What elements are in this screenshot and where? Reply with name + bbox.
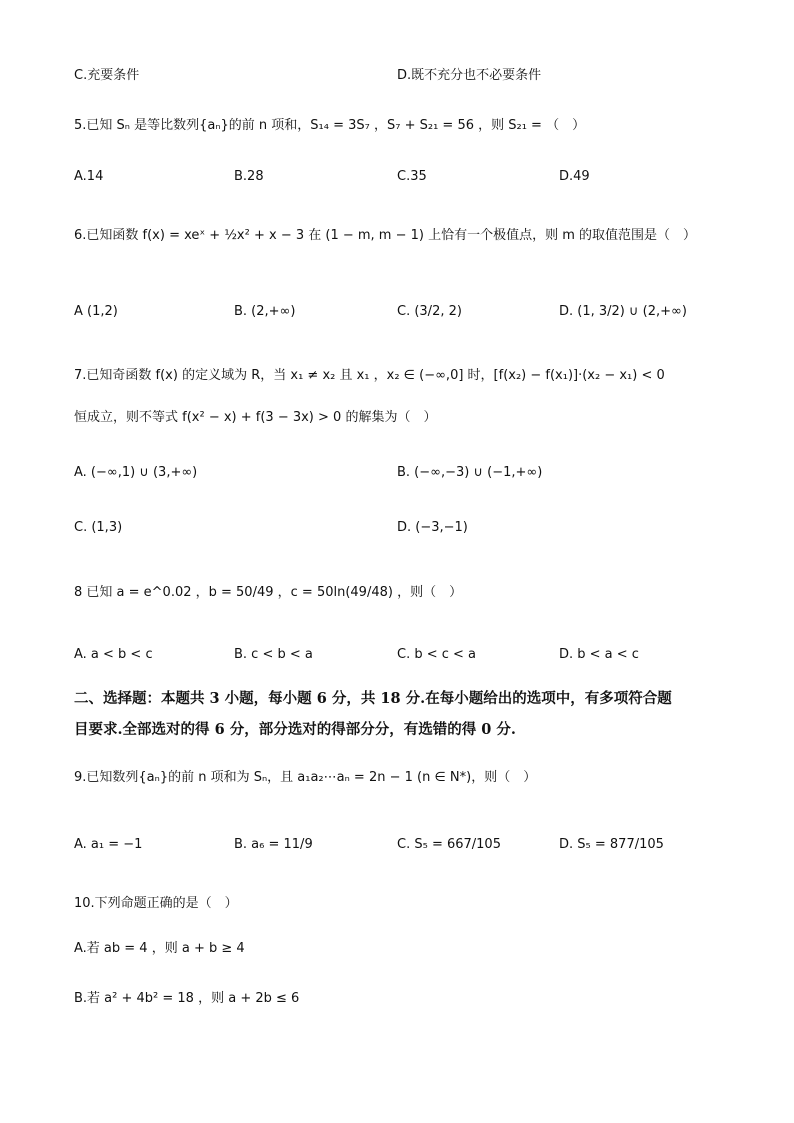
q9-option-a: A. a₁ = −1 [74,837,143,852]
q5-option-a: A.14 [74,169,104,184]
section-2-instructions [74,683,724,745]
q6-option-a: A (1,2) [74,304,118,319]
q5-stem: 5.已知 Sₙ 是等比数列{aₙ}的前 n 项和，S₁₄ = 3S₇ ，S₇ + S₂₁ = 56 ，则 S₂₁ = （ ） [74,118,586,133]
q6-option-c: C. (3/2, 2) [397,304,462,319]
q10-option-b: B.若 a² + 4b² = 18 ，则 a + 2b ≤ 6 [74,991,300,1006]
q7-option-a: A. (−∞,1) ∪ (3,+∞) [74,465,198,480]
q7-stem-line1: 7.已知奇函数 f(x) 的定义域为 R，当 x₁ ≠ x₂ 且 x₁ ，x₂ ∈ (−∞,0] 时，[f(x₂) − f(x₁)]·(x₂ − x₁) < 0 [74,368,665,383]
q6-option-d: D. (1, 3/2) ∪ (2,+∞) [559,304,687,319]
q7-option-d: D. (−3,−1) [397,520,468,535]
q8-stem: 8 已知 a = e^0.02 ，b = 50/49 ，c = 50ln(49/48) ，则（ ） [74,585,463,600]
q9-option-c: C. S₅ = 667/105 [397,837,501,852]
q4-option-d: D.既不充分也不必要条件 [397,68,542,83]
q6-option-b: B. (2,+∞) [234,304,296,319]
section-2-line1: 二、选择题：本题共 3 小题，每小题 6 分，共 18 分.在每小题给出的选项中，有多项符合题 [74,690,672,707]
q8-option-a: A. a < b < c [74,647,153,662]
q7-option-c: C. (1,3) [74,520,123,535]
q5-option-d: D.49 [559,169,590,184]
q6-stem: 6.已知函数 f(x) = xeˣ + ½x² + x − 3 在 (1 − m, m − 1) 上恰有一个极值点，则 m 的取值范围是（ ） [74,228,697,243]
section-2-line2: 目要求.全部选对的得 6 分，部分选对的得部分分，有选错的得 0 分. [74,721,516,738]
q10-stem: 10.下列命题正确的是（ ） [74,896,238,911]
q7-stem-line2: 恒成立，则不等式 f(x² − x) + f(3 − 3x) > 0 的解集为（ ） [74,410,437,425]
q8-option-c: C. b < c < a [397,647,477,662]
q5-option-c: C.35 [397,169,427,184]
q8-option-d: D. b < a < c [559,647,639,662]
q9-option-b: B. a₆ = 11/9 [234,837,313,852]
q4-option-c: C.充要条件 [74,68,140,83]
q10-option-a: A.若 ab = 4 ，则 a + b ≥ 4 [74,941,245,956]
q9-stem: 9.已知数列{aₙ}的前 n 项和为 Sₙ，且 a₁a₂⋯aₙ = 2n − 1 (n ∈ N*)，则（ ） [74,770,537,785]
q7-option-b: B. (−∞,−3) ∪ (−1,+∞) [397,465,543,480]
q8-option-b: B. c < b < a [234,647,313,662]
q5-option-b: B.28 [234,169,264,184]
q9-option-d: D. S₅ = 877/105 [559,837,664,852]
